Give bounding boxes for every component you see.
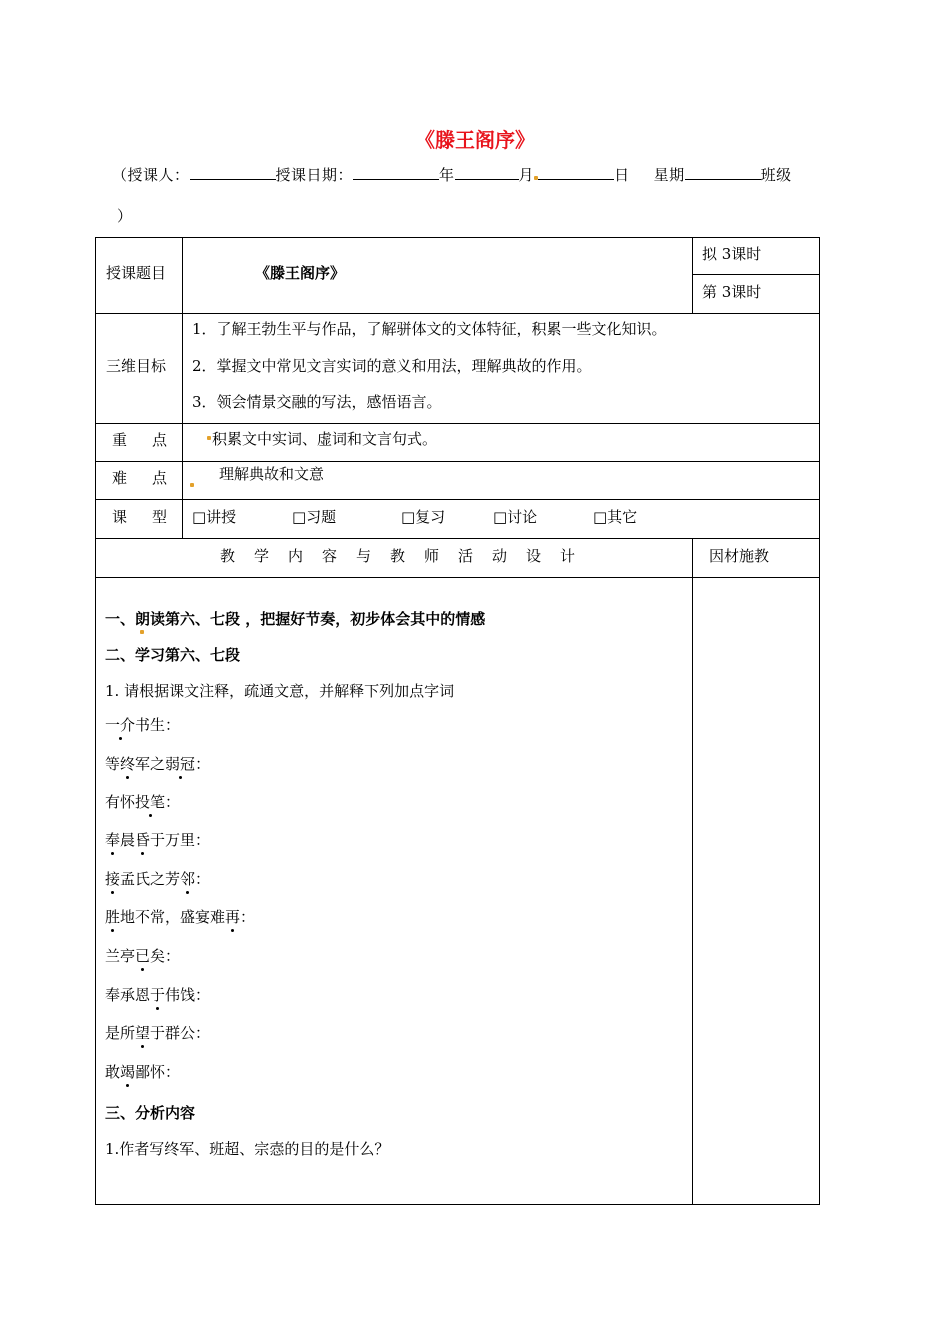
type-option-discussion[interactable]: □讨论 (493, 508, 538, 526)
editor-mark (190, 473, 194, 491)
table-line (95, 461, 820, 462)
word-item-9: 是所望于群公： (105, 1024, 211, 1042)
planned-hours: 拟 3课时 (702, 245, 762, 263)
goal-item-1: 1．了解王勃生平与作品，了解骈体文的文体特征，积累一些文化知识。 (192, 320, 667, 338)
word-item-5: 接孟氏之芳邻： (105, 870, 211, 888)
lesson-info-line (112, 164, 792, 185)
topic-label: 授课题目 (106, 264, 167, 282)
side-header: 因材施教 (709, 547, 770, 565)
difficulty-value: 理解典故和文意 (219, 465, 325, 483)
word-item-10: 敢竭鄙怀： (105, 1063, 181, 1081)
table-line (95, 313, 820, 314)
task-1: 1. 请根据课文注释，疏通文意，并解释下列加点字词 (105, 682, 455, 700)
topic-value: 《滕王阁序》 (255, 264, 346, 282)
editor-mark (140, 620, 144, 638)
table-line (692, 274, 820, 275)
year-label: 年 (439, 166, 455, 184)
class-label: 班级 (760, 166, 792, 184)
day-blank[interactable] (538, 165, 614, 180)
goals-label: 三维目标 (106, 357, 167, 375)
word-item-4: 奉晨昏于万里： (105, 831, 211, 849)
goal-item-3: 3．领会情景交融的写法，感悟语言。 (192, 393, 442, 411)
month-label: 月 (518, 166, 535, 184)
teacher-label: （授课人： (112, 166, 190, 184)
month-blank[interactable] (455, 165, 519, 180)
type-option-lecture[interactable]: □讲授 (192, 508, 237, 526)
table-line (182, 237, 183, 538)
table-border-bottom (95, 1204, 820, 1205)
table-line (692, 237, 693, 313)
word-item-3: 有怀投笔： (105, 793, 181, 811)
type-option-other[interactable]: □其它 (593, 508, 638, 526)
weekday-label: 星期 (653, 166, 685, 184)
table-line (95, 538, 820, 539)
current-hour: 第 3课时 (702, 283, 762, 301)
section-1-heading: 一、朗读第六、七段 ，把握好节奏，初步体会其中的情感 (105, 610, 486, 628)
type-label-2: 型 (152, 508, 168, 526)
key-label-2: 点 (152, 431, 168, 449)
question-1: 1.作者写终军、班超、宗悫的目的是什么？ (105, 1140, 390, 1158)
word-item-1: 一介书生： (105, 716, 181, 734)
day-label: 日 (614, 166, 630, 184)
date-blank[interactable] (353, 165, 439, 180)
difficulty-label-2: 点 (152, 469, 168, 487)
word-item-6: 胜地不常，盛宴难再： (105, 908, 256, 926)
content-header: 教学内容与教师活动设计 (220, 547, 595, 565)
weekday-blank[interactable] (685, 165, 761, 180)
table-border-top (95, 237, 820, 238)
goal-item-2: 2．掌握文中常见文言实词的意义和用法，理解典故的作用。 (192, 357, 592, 375)
teacher-blank[interactable] (190, 165, 276, 180)
table-border-left (95, 237, 96, 1205)
section-2-heading: 二、学习第六、七段 (105, 646, 241, 664)
difficulty-label-1: 难 (112, 469, 128, 487)
table-line (95, 499, 820, 500)
editor-mark (207, 426, 211, 444)
type-label-1: 课 (112, 508, 128, 526)
word-item-8: 奉承恩于伟饯： (105, 986, 211, 1004)
table-line (95, 423, 820, 424)
table-line (692, 538, 693, 1205)
date-label: 授课日期： (275, 166, 354, 184)
type-option-review[interactable]: □复习 (401, 508, 446, 526)
word-item-2: 等终军之弱冠： (105, 755, 211, 773)
key-value: 积累文中实词、虚词和文言句式。 (212, 430, 438, 448)
type-option-exercise[interactable]: □习题 (292, 508, 337, 526)
key-label-1: 重 (112, 431, 128, 449)
table-border-right (819, 237, 820, 1205)
close-paren: ） (117, 207, 133, 225)
word-item-7: 兰亭已矣： (105, 947, 181, 965)
section-3-heading: 三、分析内容 (105, 1104, 196, 1122)
table-line (95, 577, 820, 578)
document-title: 《滕王阁序》 (415, 128, 535, 152)
